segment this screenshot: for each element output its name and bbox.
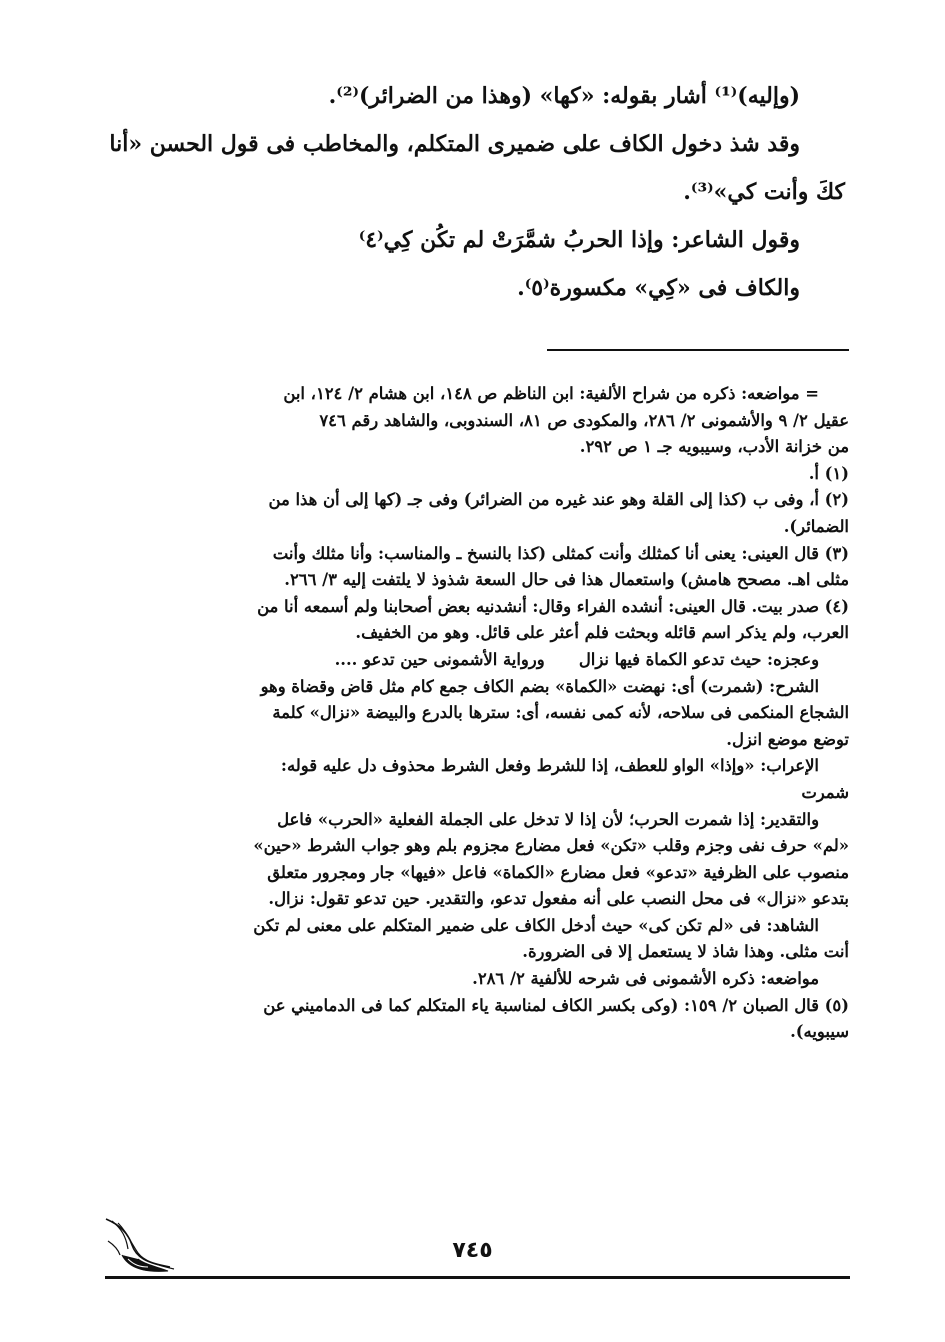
main-line-4: وقول الشاعر: وإذا الحربُ شمَّرَتْ لم تكُن كِي⁽٤⁾: [358, 227, 800, 253]
main-line-5: والكاف فى «كِي» مكسورة⁽٥⁾.: [517, 275, 800, 301]
footnote-4-irab: [104, 753, 849, 806]
footnote-line: منصوب على الظرفية «تدعو» فعل مضارع «الكماة» فاعل «فيها» جار ومجرور متعلق: [267, 862, 849, 882]
footnote-5: [104, 993, 849, 1046]
footnote-line: مواضعه: ذكره الأشمونى فى شرحه للألفية ٢/ ٢٨٦.: [472, 969, 819, 989]
footnote-line: (٥) قال الصبان ٢/ ١٥٩: (وكى بكسر الكاف لمناسبة ياء المتكلم كما فى الدماميني عن: [263, 995, 849, 1015]
bottom-rule: [105, 1276, 850, 1279]
footnote-line: (٤) صدر بيت. قال العينى: أنشده الفراء وقال: أنشدنيه بعض أصحابنا ولم أسمعه أنا من: [257, 596, 849, 616]
footnote-line: الضمائر).: [783, 516, 849, 536]
footnote-3: [104, 541, 849, 594]
footnote-line: من خزانة الأدب، وسيبويه جـ ١ ص ٢٩٢.: [579, 437, 849, 457]
footnote-4-mawadi: [104, 966, 849, 993]
footnote-line: أنت مثلى. وهذا شاذ لا يستعمل إلا فى الضرورة.: [522, 942, 849, 962]
footnote-line: (٢) أ، وفى ب (كذا إلى القلة وهو عند غيره من الضرائر) وفى جـ (كها إلى أن هذا من: [268, 490, 849, 510]
footnote-4-sharh: [104, 674, 849, 754]
footnote-line: عقيل ٢/ ٩ والأشمونى ٢/ ٢٨٦، والمكودى ص ٨١، السندوبى، والشاهد رقم ٧٤٦: [319, 410, 849, 430]
footnote-line: سيبويه).: [790, 1022, 849, 1042]
footnote-separator: [547, 349, 849, 351]
footnote-line: (١) أ.: [808, 463, 849, 483]
main-line-1: (وإليه)⁽¹⁾ أشار بقوله: «كها» (وهذا من الضرائر)⁽²⁾.: [328, 83, 800, 109]
footnote-line: الإعراب: «وإذا» الواو للعطف، إذا للشرط وفعل الشرط محذوف دل عليه قوله:: [280, 756, 819, 776]
main-line-3: ككَ وأنت كي»⁽³⁾.: [683, 179, 845, 205]
footnote-2: [104, 487, 849, 540]
footnote-1: [104, 461, 849, 488]
footnote-line: «لم» حرف نفى وجزم وقلب «تكن» فعل مضارع مجزوم بلم وهو جواب الشرط «حين»: [253, 836, 849, 856]
main-text: [105, 72, 845, 312]
footnote-line: بتدعو «نزال» فى محل النصب على أنه مفعول تدعو، والتقدير. حين تدعو تقول: نزال.: [268, 889, 849, 909]
footnote-4: [104, 594, 849, 647]
footnotes: [104, 381, 849, 1046]
footnote-continuation: [104, 381, 849, 461]
main-line-2: وقد شذ دخول الكاف على ضميرى المتكلم، والمخاطب فى قول الحسن «أنا: [109, 131, 800, 157]
footnote-line: والتقدير: إذا شمرت الحرب؛ لأن إذا لا تدخل على الجملة الفعلية «الحرب» فاعل: [277, 809, 819, 829]
footnote-line: الشرح: (شمرت) أى: نهضت «الكماة» بضم الكاف جمع كام مثل قاض وقضاة وهو: [260, 676, 819, 696]
footnote-4-taqdir: [104, 807, 849, 913]
page-number: ٧٤٥: [452, 1238, 493, 1263]
footnote-line: = مواضعه: ذكره من شراح الألفية: ابن الناظم ص ١٤٨، ابن هشام ٢/ ١٢٤، ابن: [283, 384, 819, 403]
footnote-line: الشاهد: فى «لم تكن كى» حيث أدخل الكاف على ضمير المتكلم على معنى لم تكن: [253, 915, 819, 935]
footnote-4-ajuz: [104, 647, 849, 674]
footnote-line: العرب، ولم يذكر اسم قائله وبحثت فلم أعثر على قائل. وهو من الخفيف.: [355, 623, 849, 643]
footnote-4-shahid: [104, 913, 849, 966]
footnote-line: وعجزه: حيث تدعو الكماة فيها نزال ورواية الأشمونى حين تدعو ....: [334, 649, 819, 669]
footnote-line: (٣) قال العينى: يعنى أنا كمثلك وأنت كمثلى (كذا بالنسخ ـ والمناسب: وأنا مثلك وأنت: [272, 543, 849, 563]
footnote-line: مثلى اهـ. مصحح هامش) واستعمال هذا فى حال السعة شذوذ لا يلتفت إليه ٣/ ٢٦٦.: [284, 570, 849, 590]
footnote-line: الشجاع المنكمى فى سلاحه، لأنه كمى نفسه، أى: سترها بالدرع والبيضة «نزال» كلمة: [272, 703, 849, 723]
footnote-line: توضع موضع انزل.: [726, 729, 849, 749]
footnote-line: شمرت: [801, 782, 849, 802]
